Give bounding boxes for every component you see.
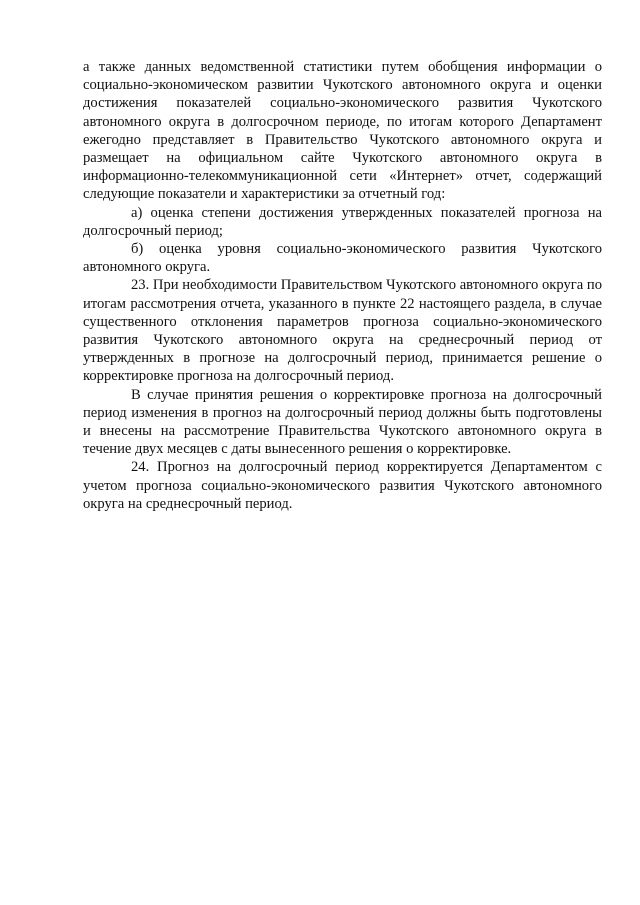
- paragraph-correction-decision: В случае принятия решения о корректировке прогноза на долгосрочный период изменения в прогноз на долгосрочный период должны быть подготовлены и внесены на рассмотрение Правительства Чукотского автономного округа в течение двух месяцев с даты вынесенного решения о корректировке.: [83, 386, 602, 458]
- document-body: [83, 58, 602, 513]
- paragraph-clause-24: 24. Прогноз на долгосрочный период корректируется Департаментом с учетом прогноза социально-экономического развития Чукотского автономного округа на среднесрочный период.: [83, 459, 602, 512]
- paragraph-item-a: а) оценка степени достижения утвержденных показателей прогноза на долгосрочный период;: [83, 204, 602, 239]
- paragraph-clause-23: 23. При необходимости Правительством Чукотского автономного округа по итогам рассмотрения отчета, указанного в пункте 22 настоящего раздела, в случае существенного отклонения параметров прогноза социально-экономического развития Чукотского автономного округа на среднесрочный период от утвержденных в прогнозе на долгосрочный период, принимается решение о корректировке прогноза на долгосрочный период.: [83, 277, 602, 385]
- paragraph-item-b: б) оценка уровня социально-экономического развития Чукотского автономного округа.: [83, 241, 602, 276]
- paragraph-report-continuation: а также данных ведомственной статистики путем обобщения информации о социально-экономическом развитии Чукотского автономного округа и оценки достижения показателей социально-экономического развития Чукотского автономного округа в долгосрочном периоде, по итогам которого Департамент ежегодно представляет в Правительство Чукотского автономного округа и размещает на официальном сайте Чукотского автономного округа в информационно-телекоммуникационной сети «Интернет» отчет, содержащий следующие показатели и характеристики за отчетный год:: [83, 59, 602, 203]
